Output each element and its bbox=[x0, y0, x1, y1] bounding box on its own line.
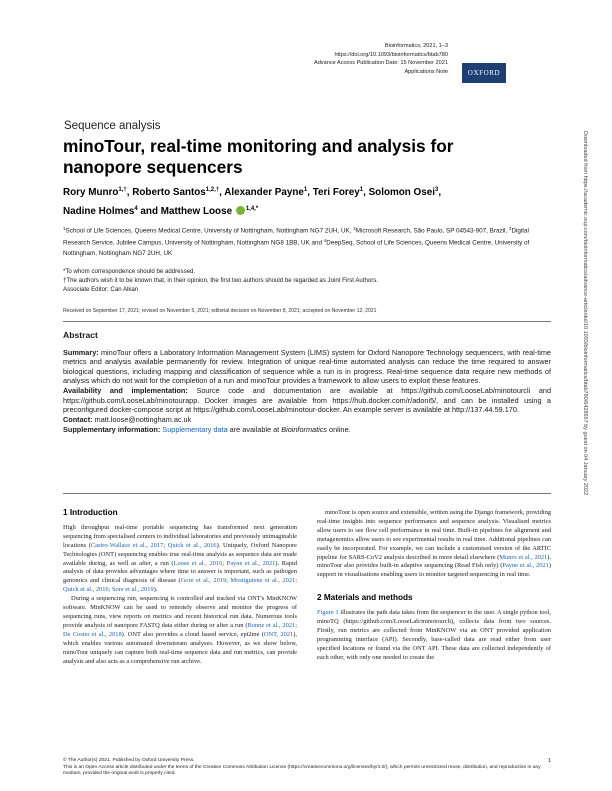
abstract-availability bbox=[63, 386, 551, 414]
contact-email[interactable]: matt.loose@nottingham.ac.uk bbox=[92, 414, 192, 424]
affil-sup: 3 bbox=[508, 226, 512, 231]
abstract-contact bbox=[63, 415, 551, 424]
text-run: ) support in visualisations enabling users to monitor targeted sequencing in real time. bbox=[317, 562, 551, 579]
received-dates: Received on September 17, 2021; revised on November 5, 2021; editorial decision on November 8, 2021; accepted on November 12, 2021 bbox=[63, 308, 377, 314]
author-list: Rory Munro$^{1,\dagger}$, Roberto Santos$^{1,2,\dagger}$, Alexander Payne$^1$, Teri Forey$^1$, Solomon Osei$^3$, Nadine Holmes$^4$ and Matthew Loose $^{1,4,*}$ bbox=[63, 187, 442, 217]
availability-text: Source code and documentation are available at https://github.com/LooseLab/minotourcli and https://github.com/LooseLab/minotourapp. Docker images are available from https://hub.docker.com/r/adoni5/, and can be installed using a preconfigured docker-compose script at https://github.com/LooseLab/minotour-docker. An example server is available at http://137.44.59.170. bbox=[63, 386, 551, 415]
author-name[interactable]: Roberto Santos bbox=[132, 187, 206, 198]
associate-editor: Associate Editor: Can Alkan bbox=[63, 286, 139, 294]
author-name[interactable]: Matthew Loose bbox=[160, 206, 233, 217]
article-title: minoTour, real-time monitoring and analysis for nanopore sequencers bbox=[63, 136, 454, 177]
text-run: ), which enables various automated downstream analyses. However, as we show below, minoTour uniquely can capture both real-time sequence data and run metrics, can provide analysis and also acts as a comprehensive run archive. bbox=[63, 630, 297, 665]
citation-link[interactable]: Payne et al., 2021 bbox=[502, 562, 549, 570]
author-notes bbox=[63, 267, 553, 295]
section-heading-introduction: 1 Introduction bbox=[63, 508, 118, 517]
column-right bbox=[317, 509, 551, 663]
paragraph bbox=[317, 509, 551, 580]
paragraph bbox=[63, 524, 297, 595]
author-name[interactable]: Solomon Osei bbox=[368, 187, 435, 198]
availability-label: Availability and implementation: bbox=[63, 386, 188, 396]
author-sup: 1,† bbox=[118, 187, 127, 193]
text-run: ). ONT also provides a cloud based service, epi2me ( bbox=[121, 630, 264, 638]
download-notice bbox=[578, 131, 590, 651]
citation-link[interactable]: Munro et al., 2021 bbox=[499, 553, 548, 561]
citation-link[interactable]: ONT, 2021 bbox=[263, 630, 294, 638]
author-name[interactable]: Nadine Holmes bbox=[63, 206, 135, 217]
download-notice-text: Downloaded from https://academic.oup.com/bioinformatics/advance-article/doi/10.1093/bioinformatics/btab780/6428657 by guest on 04 January 2022 bbox=[582, 131, 588, 496]
oxford-logo: OXFORD bbox=[462, 63, 506, 83]
citation-link[interactable]: Castro-Wallace et al., 2017; Quick et al., 2016 bbox=[90, 541, 217, 549]
author-sup: 1 bbox=[359, 187, 364, 193]
affiliation: Microsoft Research, São Paulo, SP 04543-907, Brazil, bbox=[355, 227, 509, 235]
journal-name: Bioinformatics bbox=[384, 43, 420, 49]
page-number: 1 bbox=[548, 758, 551, 764]
article-meta bbox=[314, 42, 448, 77]
affiliation: DeepSeq, School of Life Sciences, Queens Medical Centre, University of Nottingham, Nottingham NG7 2UH, UK bbox=[63, 239, 530, 257]
text-run: ). minoTour also provides built-in adaptive sequencing (Read Fish only) ( bbox=[317, 553, 551, 570]
author-sup: 1 bbox=[303, 187, 308, 193]
supplementary-end: online. bbox=[327, 424, 351, 434]
publication-date: Advance Access Publication Date: 15 November 2021 bbox=[313, 60, 448, 67]
supplementary-label: Supplementary information: bbox=[63, 424, 161, 434]
doi-link[interactable]: https://doi.org/10.1093/bioinformatics/btab780 bbox=[334, 51, 448, 58]
text-run: ). Rapid analysis of data provides advantages where time to answer is important, such as pathogen genomics and clinical diagnosis of disease ( bbox=[63, 559, 297, 585]
abstract-heading: Abstract bbox=[63, 330, 98, 340]
contact-label: Contact: bbox=[63, 414, 93, 424]
citation-link[interactable]: Bonne et al., 2021; De Coster et al., 2018 bbox=[63, 621, 297, 638]
equal-contribution-note: †The authors wish it to be known that, in their opinion, the first two authors should be regarded as Joint First Authors. bbox=[63, 277, 379, 285]
figure-link[interactable]: Figure 1 bbox=[317, 609, 339, 617]
orcid-icon[interactable] bbox=[236, 206, 245, 215]
paragraph bbox=[317, 609, 551, 662]
author-name[interactable]: Rory Munro bbox=[63, 187, 119, 198]
author-sup: 4 bbox=[134, 206, 138, 212]
column-left bbox=[63, 509, 297, 666]
affiliations bbox=[63, 224, 553, 258]
citation-link[interactable]: Gore et al., 2019; Mostiguiene et al., 2021; Quick et al., 2016; Sore et al., 2019 bbox=[63, 577, 297, 594]
author-sup: 3 bbox=[434, 187, 439, 193]
text-run: minoTour is open source and extensible, written using the Django framework, providing real-time insights into sequence performance and sequence analysis. Visualised metrics allow users to see flow cell performance in real time. Built-in pipelines for alignment and metagenomics allow users to see experimental results in real time. Additional pipelines can easily be incorporated. For example, we can include a customised version of the ARTIC pipeline for SARS-CoV2 analysis described in more detail elsewhere ( bbox=[317, 509, 551, 561]
correspondence-note: *To whom correspondence should be addressed. bbox=[63, 268, 196, 275]
text-run: During a sequencing run, sequencing is controlled and tracked via ONT's MinKNOW software. MinKNOW can be used to remotely observe and monitor the progress of sequencing runs, view reports on metrics and recent historical run data. Numerous tools provide analysis of nanopore FASTQ data either during or after a run ( bbox=[63, 595, 297, 629]
affil-sup: 2 bbox=[353, 226, 356, 231]
affil-sup: 1 bbox=[63, 226, 66, 231]
divider bbox=[63, 493, 551, 494]
author-name[interactable]: Teri Forey bbox=[312, 187, 360, 198]
citation-link[interactable]: Loose et al., 2016; Payne et al., 2021 bbox=[173, 559, 276, 567]
journal-volume: , 2021, 1–3 bbox=[420, 43, 448, 49]
section-heading-methods: 2 Materials and methods bbox=[317, 593, 413, 603]
paragraph bbox=[63, 595, 297, 666]
divider bbox=[63, 321, 551, 322]
page-footer bbox=[63, 758, 551, 778]
abstract-supplementary bbox=[63, 425, 551, 434]
journal-citation bbox=[314, 42, 448, 51]
supplementary-text: are available at bbox=[227, 424, 282, 434]
author-sup: 1,2,† bbox=[205, 187, 220, 193]
author-name[interactable]: Alexander Payne bbox=[224, 187, 304, 198]
summary-text: minoTour offers a Laboratory Information Management System (LIMS) system for Oxford Nanopore Technology sequencers, with real-time metrics and analysis available permanently for review. Integration of unique real-time automated analysis can reduce the time required to answer biological questions, including mapping and classification of sequence while a run is in progress. Real-time sequence data require new methods of analysis which do not wait for the completion of a run and minoTour provides a framework to allow users to exploit these features. bbox=[63, 348, 551, 386]
affil-sup: 4 bbox=[323, 238, 327, 244]
article-type: Applications Note bbox=[404, 69, 448, 76]
text-run: illustrates the path data takes from the sequencer to the user. A single python tool, minoTQ (https://github.com/LooseLab/minotourcli), collects data from two sources. Firstly, run metrics are collected from MinKNOW via an ONT provided application programming interface (API). Secondly, base-called data are read either from user specified locations or found via the ONT API. These data are collected independently of each other, with only one needed to create the bbox=[317, 609, 551, 661]
supplementary-journal: Bioinformatics bbox=[281, 424, 328, 434]
affiliation: School of Life Sciences, Queens Medical Centre, University of Nottingham, Nottingham NG7 2UH, UK, bbox=[65, 227, 354, 235]
affiliation: Digital Research Service, Jubilee Campus, University of Nottingham, Nottingham NG8 1BB, UK and bbox=[63, 227, 529, 247]
text-run: ). Uniquely, Oxford Nanopore Technologies (ONT) sequencing enables true real-time analysis as sequence data are made available during, as well as after, a run ( bbox=[63, 541, 297, 567]
summary-label: Summary: bbox=[63, 348, 99, 357]
supplementary-link[interactable]: Supplementary data bbox=[162, 424, 228, 434]
abstract-summary bbox=[63, 348, 551, 386]
section-label: Sequence analysis bbox=[64, 120, 161, 132]
text-run: High throughput real-time portable sequencing has transformed next generation sequencing from specialised centers to individual laboratories and previously unimaginable locations ( bbox=[63, 523, 297, 549]
text-run: ). bbox=[153, 586, 158, 594]
abstract-body bbox=[63, 348, 551, 435]
author-sup: 1,4,* bbox=[245, 206, 259, 212]
copyright: © The Author(s) 2021. Published by Oxford University Press. bbox=[63, 758, 195, 763]
license-text: This is an Open Access article distributed under the terms of the Creative Commons Attribution License (https://creativecommons.org/licenses/by/4.0/), which permits unrestricted reuse, distribution, and reproduction in any medium, provided the original work is properly cited. bbox=[63, 764, 541, 777]
